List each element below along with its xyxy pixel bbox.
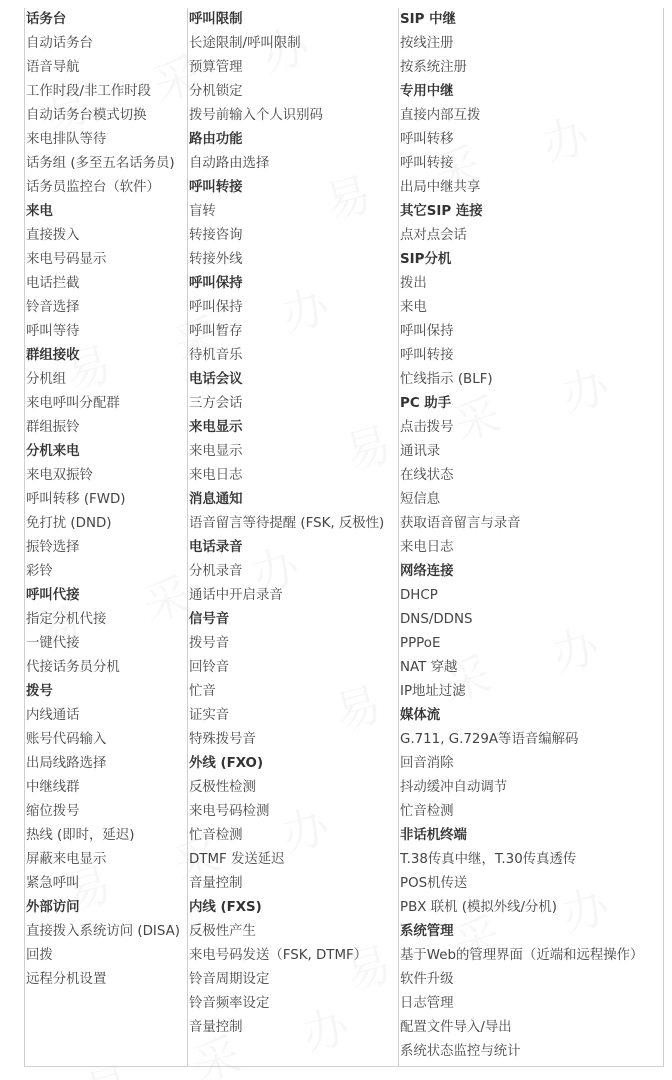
feature-item: POS机传送 [400, 876, 468, 891]
feature-item: 拨出 [400, 276, 427, 291]
feature-item: 出局中继共享 [400, 180, 481, 195]
category-heading: PC 助手 [400, 396, 452, 411]
feature-item: 远程分机设置 [26, 972, 107, 987]
feature-item: 忙线指示 (BLF) [400, 372, 493, 387]
feature-item: 语音留言等待提醒 (FSK, 反极性) [189, 516, 385, 531]
category-heading: 呼叫保持 [189, 276, 243, 291]
category-heading: 拨号 [26, 684, 53, 699]
feature-item: 群组振铃 [26, 420, 80, 435]
feature-item: 基于Web的管理界面（近端和远程操作） [400, 948, 644, 963]
feature-item: 通话中开启录音 [189, 588, 283, 603]
feature-item: NAT 穿越 [400, 660, 458, 675]
feature-item: 工作时段/非工作时段 [26, 84, 152, 99]
feature-item: 内线通话 [26, 708, 80, 723]
feature-item: 日志管理 [400, 996, 454, 1011]
feature-item: 来电双振铃 [26, 468, 93, 483]
feature-item: 按系统注册 [400, 60, 467, 75]
feature-item: 呼叫暂存 [189, 324, 243, 339]
feature-item: 盲转 [189, 204, 216, 219]
feature-table [24, 8, 664, 1067]
feature-item: 点击拨号 [400, 420, 454, 435]
feature-item: 代接话务员分机 [26, 660, 120, 675]
feature-item: 铃音选择 [26, 300, 80, 315]
feature-item: 直接拨入 [26, 228, 80, 243]
feature-item: 忙音检测 [400, 804, 454, 819]
feature-item: 来电排队等待 [26, 132, 107, 147]
feature-item: 出局线路选择 [26, 756, 107, 771]
feature-item: 特殊拨号音 [189, 732, 256, 747]
feature-item: 音量控制 [189, 876, 243, 891]
feature-item: 呼叫转移 [400, 132, 454, 147]
feature-item: 在线状态 [400, 468, 454, 483]
feature-item: 音量控制 [189, 1020, 243, 1035]
category-heading: 群组接收 [26, 348, 80, 363]
feature-item: 呼叫转接 [400, 156, 454, 171]
category-heading: 呼叫转接 [189, 180, 243, 195]
feature-item: 呼叫等待 [26, 324, 80, 339]
feature-item: 忙音检测 [189, 828, 243, 843]
feature-item: T.38传真中继，T.30传真透传 [400, 852, 577, 867]
feature-item: 话务组 (多至五名话务员) [26, 156, 175, 171]
feature-item: 回拨 [26, 948, 53, 963]
feature-item: 紧急呼叫 [26, 876, 80, 891]
feature-item: 配置文件导入/导出 [400, 1020, 512, 1035]
feature-item: 自动话务台模式切换 [26, 108, 147, 123]
category-heading: 来电 [26, 204, 53, 219]
feature-item: DNS/DDNS [400, 612, 473, 627]
feature-item: 拨号音 [189, 636, 230, 651]
feature-item: 待机音乐 [189, 348, 243, 363]
feature-item: 点对点会话 [400, 228, 467, 243]
category-heading: 分机来电 [26, 444, 80, 459]
feature-column-2 [188, 8, 399, 1067]
category-heading: 内线 (FXS) [189, 900, 262, 915]
feature-item: 反极性产生 [189, 924, 256, 939]
feature-column-3 [399, 8, 664, 1067]
feature-item: 获取语音留言与录音 [400, 516, 521, 531]
feature-item: 转接咨询 [189, 228, 243, 243]
category-heading: 网络连接 [400, 564, 454, 579]
category-heading: 路由功能 [189, 132, 243, 147]
feature-item: 证实音 [189, 708, 230, 723]
feature-item: 预算管理 [189, 60, 243, 75]
feature-item: 软件升级 [400, 972, 454, 987]
category-heading: 电话会议 [189, 372, 243, 387]
feature-item: 抖动缓冲自动调节 [400, 780, 508, 795]
feature-item: 短信息 [400, 492, 441, 507]
feature-item: 分机组 [26, 372, 67, 387]
feature-item: 忙音 [189, 684, 216, 699]
feature-item: 分机录音 [189, 564, 243, 579]
feature-item: 话务员监控台（软件） [26, 180, 160, 195]
feature-item: 来电 [400, 300, 427, 315]
category-heading: 消息通知 [189, 492, 243, 507]
feature-item: DHCP [400, 588, 438, 603]
feature-item: 自动话务台 [26, 36, 93, 51]
feature-item: 铃音周期设定 [189, 972, 270, 987]
feature-item: 反极性检测 [189, 780, 256, 795]
feature-item: 来电显示 [189, 444, 243, 459]
feature-item: IP地址过滤 [400, 684, 466, 699]
feature-item: 长途限制/呼叫限制 [189, 36, 301, 51]
feature-item: 来电号码发送（FSK, DTMF） [189, 948, 368, 963]
category-heading: 专用中继 [400, 84, 454, 99]
feature-item: 直接内部互拨 [400, 108, 481, 123]
feature-item: 呼叫保持 [189, 300, 243, 315]
feature-item: 通讯录 [400, 444, 441, 459]
feature-item: 拨号前输入个人识别码 [189, 108, 323, 123]
feature-item: 电话拦截 [26, 276, 80, 291]
feature-item: 转接外线 [189, 252, 243, 267]
feature-item: 彩铃 [26, 564, 53, 579]
feature-item: 自动路由选择 [189, 156, 270, 171]
feature-item: 免打扰 (DND) [26, 516, 112, 531]
feature-item: 呼叫转移 (FWD) [26, 492, 126, 507]
feature-item: 来电号码显示 [26, 252, 107, 267]
category-heading: 呼叫限制 [189, 12, 243, 27]
feature-item: 指定分机代接 [26, 612, 107, 627]
feature-item: 屏蔽来电显示 [26, 852, 107, 867]
category-heading: 来电显示 [189, 420, 243, 435]
feature-item: DTMF 发送延迟 [189, 852, 285, 867]
feature-item: 账号代码输入 [26, 732, 107, 747]
feature-item: 三方会话 [189, 396, 243, 411]
feature-item: PBX 联机 (模拟外线/分机) [400, 900, 558, 915]
feature-item: 来电号码检测 [189, 804, 270, 819]
feature-item: 直接拨入系统访问 (DISA) [26, 924, 180, 939]
feature-item: 按线注册 [400, 36, 454, 51]
category-heading: SIP分机 [400, 252, 452, 267]
feature-item: 呼叫保持 [400, 324, 454, 339]
category-heading: SIP 中继 [400, 12, 456, 27]
feature-item: 语音导航 [26, 60, 80, 75]
feature-table-row [25, 8, 664, 1067]
category-heading: 媒体流 [400, 708, 441, 723]
feature-item: 一键代接 [26, 636, 80, 651]
feature-item: 中继线群 [26, 780, 80, 795]
feature-item: 回铃音 [189, 660, 230, 675]
category-heading: 非话机终端 [400, 828, 467, 843]
category-heading: 系统管理 [400, 924, 454, 939]
feature-item: 呼叫转接 [400, 348, 454, 363]
feature-item: 分机锁定 [189, 84, 243, 99]
category-heading: 电话录音 [189, 540, 243, 555]
category-heading: 呼叫代接 [26, 588, 80, 603]
category-heading: 信号音 [189, 612, 230, 627]
feature-item: 系统状态监控与统计 [400, 1044, 521, 1059]
feature-column-1 [25, 8, 188, 1067]
feature-item: 来电呼叫分配群 [26, 396, 120, 411]
feature-item: 回音消除 [400, 756, 454, 771]
feature-item: 热线 (即时，延迟) [26, 828, 135, 843]
category-heading: 外线 (FXO) [189, 756, 264, 771]
feature-item: 振铃选择 [26, 540, 80, 555]
feature-item: 缩位拨号 [26, 804, 80, 819]
category-heading: 其它SIP 连接 [400, 204, 483, 219]
category-heading: 话务台 [26, 12, 67, 27]
feature-item: PPPoE [400, 636, 441, 651]
category-heading: 外部访问 [26, 900, 80, 915]
feature-item: 铃音频率设定 [189, 996, 270, 1011]
feature-item: 来电日志 [400, 540, 454, 555]
feature-item: 来电日志 [189, 468, 243, 483]
feature-item: G.711, G.729A等语音编解码 [400, 732, 579, 747]
